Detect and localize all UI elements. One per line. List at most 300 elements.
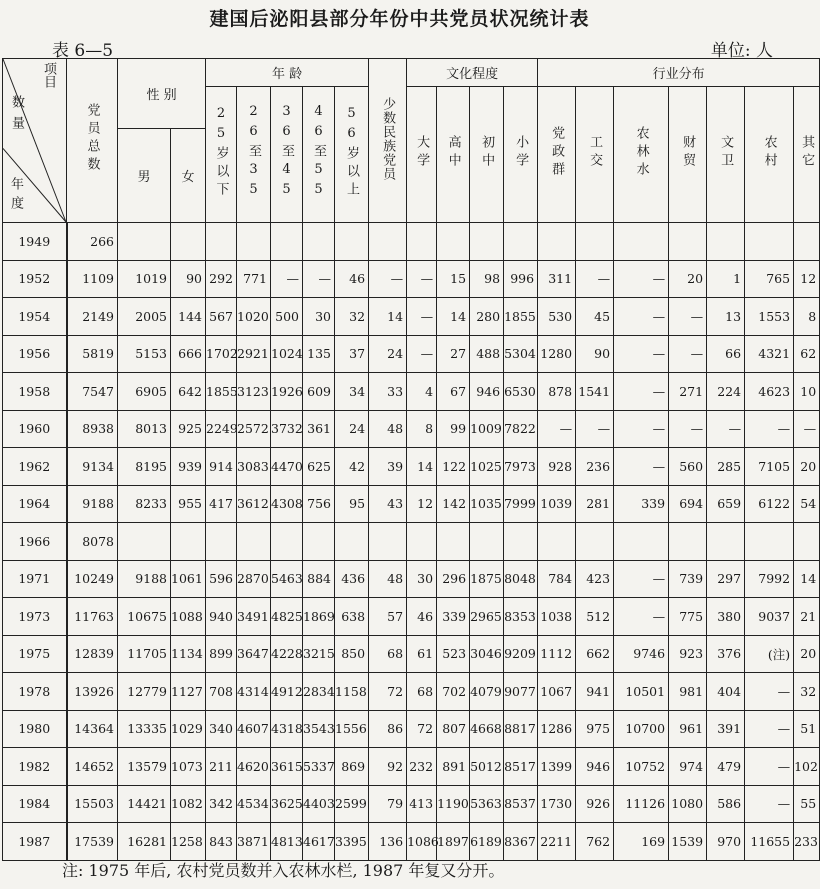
data-cell: 3123 [237, 373, 271, 411]
data-cell: 1088 [171, 598, 206, 636]
data-cell: 2599 [335, 785, 369, 823]
data-cell [118, 223, 171, 261]
data-cell: 638 [335, 598, 369, 636]
data-cell: 762 [576, 823, 614, 861]
year-cell: 1982 [3, 748, 67, 786]
data-cell: 642 [171, 373, 206, 411]
data-cell: 2211 [538, 823, 576, 861]
data-cell: 285 [707, 448, 745, 486]
data-cell: — [407, 298, 437, 336]
party-member-stats-table [2, 58, 820, 861]
data-cell: 135 [303, 335, 335, 373]
data-cell: 8 [407, 410, 437, 448]
data-cell: 79 [369, 785, 407, 823]
data-cell: 46 [407, 598, 437, 636]
data-cell: 1190 [437, 785, 470, 823]
data-cell [745, 523, 794, 561]
data-cell: 996 [504, 260, 538, 298]
data-cell: 2572 [237, 410, 271, 448]
data-cell: 33 [369, 373, 407, 411]
year-cell: 1949 [3, 223, 67, 261]
header-ind-col: 文卫 [707, 87, 745, 223]
data-cell: 34 [335, 373, 369, 411]
data-cell: 339 [614, 485, 669, 523]
data-cell: 4534 [237, 785, 271, 823]
data-cell: 4617 [303, 823, 335, 861]
data-cell: 4079 [470, 673, 504, 711]
data-cell: — [407, 260, 437, 298]
header-edu-col: 初中 [470, 87, 504, 223]
total-cell: 13926 [67, 673, 118, 711]
data-cell: 62 [794, 335, 820, 373]
data-cell: 8195 [118, 448, 171, 486]
data-cell: 4 [407, 373, 437, 411]
data-cell [237, 523, 271, 561]
data-cell: 1025 [470, 448, 504, 486]
data-cell [504, 223, 538, 261]
data-cell: 8013 [118, 410, 171, 448]
header-ind-col: 财贸 [669, 87, 707, 223]
data-cell: 4620 [237, 748, 271, 786]
data-cell: 843 [206, 823, 237, 861]
header-corner-cell [3, 59, 67, 223]
data-cell: 479 [707, 748, 745, 786]
total-cell: 9188 [67, 485, 118, 523]
header-age-col: 46至55 [303, 87, 335, 223]
table-row [3, 298, 820, 336]
data-cell: 1869 [303, 598, 335, 636]
header-edu-col: 大学 [407, 87, 437, 223]
header-ind-col: 党政群 [538, 87, 576, 223]
data-cell: 765 [745, 260, 794, 298]
data-cell: 4228 [271, 635, 303, 673]
data-cell: 941 [576, 673, 614, 711]
data-cell: 10752 [614, 748, 669, 786]
data-cell: 10501 [614, 673, 669, 711]
data-cell: 98 [470, 260, 504, 298]
data-cell [303, 523, 335, 561]
data-cell: 39 [369, 448, 407, 486]
data-cell: 2249 [206, 410, 237, 448]
data-cell: 45 [576, 298, 614, 336]
data-cell: 2834 [303, 673, 335, 711]
data-cell: 3395 [335, 823, 369, 861]
data-cell: 11705 [118, 635, 171, 673]
data-cell: 423 [576, 560, 614, 598]
data-cell: 102 [794, 748, 820, 786]
data-cell: 923 [669, 635, 707, 673]
data-cell: 4813 [271, 823, 303, 861]
data-cell: 970 [707, 823, 745, 861]
data-cell: 14 [407, 448, 437, 486]
data-cell [335, 523, 369, 561]
data-cell: 20 [794, 448, 820, 486]
data-cell: 560 [669, 448, 707, 486]
data-cell: 7105 [745, 448, 794, 486]
header-age-col: 26至35 [237, 87, 271, 223]
data-cell: — [745, 748, 794, 786]
data-cell: 4623 [745, 373, 794, 411]
data-cell: 8233 [118, 485, 171, 523]
data-cell: 122 [437, 448, 470, 486]
data-cell: 3046 [470, 635, 504, 673]
data-cell: 417 [206, 485, 237, 523]
year-cell: 1956 [3, 335, 67, 373]
data-cell: — [576, 260, 614, 298]
table-row [3, 673, 820, 711]
header-age-col: 25岁以下 [206, 87, 237, 223]
data-cell: 955 [171, 485, 206, 523]
data-cell [237, 223, 271, 261]
data-cell: 3612 [237, 485, 271, 523]
total-cell: 15503 [67, 785, 118, 823]
table-row [3, 223, 820, 261]
data-cell: 1158 [335, 673, 369, 711]
data-cell: 280 [470, 298, 504, 336]
data-cell: 1020 [237, 298, 271, 336]
data-cell: 1730 [538, 785, 576, 823]
data-cell [538, 223, 576, 261]
total-cell: 266 [67, 223, 118, 261]
data-cell: 1080 [669, 785, 707, 823]
data-cell: 30 [407, 560, 437, 598]
data-cell [171, 223, 206, 261]
data-cell: 708 [206, 673, 237, 711]
data-cell: 7973 [504, 448, 538, 486]
data-cell: 1035 [470, 485, 504, 523]
data-cell: 659 [707, 485, 745, 523]
data-cell: 2921 [237, 335, 271, 373]
data-cell: 2965 [470, 598, 504, 636]
year-cell: 1952 [3, 260, 67, 298]
data-cell: 12 [794, 260, 820, 298]
data-cell: 48 [369, 410, 407, 448]
data-cell: 946 [576, 748, 614, 786]
data-cell: 90 [576, 335, 614, 373]
data-cell: 271 [669, 373, 707, 411]
year-cell: 1971 [3, 560, 67, 598]
data-cell: 1855 [206, 373, 237, 411]
data-cell: 4403 [303, 785, 335, 823]
data-cell: 3625 [271, 785, 303, 823]
data-cell [707, 223, 745, 261]
total-cell: 11763 [67, 598, 118, 636]
data-cell: 9746 [614, 635, 669, 673]
data-cell: 926 [576, 785, 614, 823]
data-cell: 512 [576, 598, 614, 636]
data-cell: 14 [794, 560, 820, 598]
data-cell: 37 [335, 335, 369, 373]
table-row [3, 448, 820, 486]
data-cell: — [745, 785, 794, 823]
year-cell: 1987 [3, 823, 67, 861]
header-edu-col: 小学 [504, 87, 538, 223]
data-cell: 1086 [407, 823, 437, 861]
data-cell [118, 523, 171, 561]
data-cell: 13 [707, 298, 745, 336]
total-cell: 12839 [67, 635, 118, 673]
table-row [3, 785, 820, 823]
data-cell: 1258 [171, 823, 206, 861]
data-cell: 1061 [171, 560, 206, 598]
data-cell: 42 [335, 448, 369, 486]
data-cell: 694 [669, 485, 707, 523]
data-cell [437, 223, 470, 261]
data-cell: 342 [206, 785, 237, 823]
data-cell: 1399 [538, 748, 576, 786]
data-cell: 4912 [271, 673, 303, 711]
header-ind-col: 农村 [745, 87, 794, 223]
data-cell: 380 [707, 598, 745, 636]
corner-quantity-label: 数量 [9, 95, 24, 137]
data-cell: 1112 [538, 635, 576, 673]
data-cell: 8517 [504, 748, 538, 786]
data-cell: 899 [206, 635, 237, 673]
data-cell: — [794, 410, 820, 448]
data-cell: 61 [407, 635, 437, 673]
data-cell: 12 [407, 485, 437, 523]
table-row [3, 335, 820, 373]
total-cell: 2149 [67, 298, 118, 336]
data-cell: 12779 [118, 673, 171, 711]
data-cell: 1539 [669, 823, 707, 861]
data-cell [470, 523, 504, 561]
data-cell [407, 523, 437, 561]
data-cell: 530 [538, 298, 576, 336]
data-cell: 8048 [504, 560, 538, 598]
data-cell: 7992 [745, 560, 794, 598]
year-cell: 1962 [3, 448, 67, 486]
data-cell: 24 [335, 410, 369, 448]
data-cell: — [669, 410, 707, 448]
data-cell: 169 [614, 823, 669, 861]
header-total: 党员总数 [67, 59, 118, 223]
data-cell: 5337 [303, 748, 335, 786]
header-minority: 少数民族党员 [369, 59, 407, 223]
data-cell: 43 [369, 485, 407, 523]
data-cell: 95 [335, 485, 369, 523]
data-cell: 4318 [271, 710, 303, 748]
data-cell: 10675 [118, 598, 171, 636]
page-title: 建国后泌阳县部分年份中共党员状况统计表 [209, 8, 590, 30]
data-cell: 68 [407, 673, 437, 711]
data-cell: 86 [369, 710, 407, 748]
header-edu-col: 高中 [437, 87, 470, 223]
data-cell [271, 523, 303, 561]
data-cell: — [669, 335, 707, 373]
data-cell: 67 [437, 373, 470, 411]
data-cell: 30 [303, 298, 335, 336]
data-cell: 914 [206, 448, 237, 486]
data-cell: 54 [794, 485, 820, 523]
data-cell: 6530 [504, 373, 538, 411]
data-cell: 3543 [303, 710, 335, 748]
data-cell: 224 [707, 373, 745, 411]
data-cell: — [614, 410, 669, 448]
data-cell: 702 [437, 673, 470, 711]
data-cell: 21 [794, 598, 820, 636]
data-cell [407, 223, 437, 261]
data-cell: 281 [576, 485, 614, 523]
data-cell: 1073 [171, 748, 206, 786]
data-cell: 11655 [745, 823, 794, 861]
data-cell [369, 223, 407, 261]
total-cell: 5819 [67, 335, 118, 373]
data-cell: 5012 [470, 748, 504, 786]
unit-label: 单位: 人 [710, 41, 773, 61]
data-cell: 391 [707, 710, 745, 748]
data-cell: 1009 [470, 410, 504, 448]
data-cell: 16281 [118, 823, 171, 861]
data-cell: 1556 [335, 710, 369, 748]
data-cell: — [614, 335, 669, 373]
table-row [3, 560, 820, 598]
data-cell [271, 223, 303, 261]
data-cell: — [614, 560, 669, 598]
data-cell: 4314 [237, 673, 271, 711]
data-cell [745, 223, 794, 261]
header-education: 文化程度 [407, 59, 538, 87]
data-cell: 24 [369, 335, 407, 373]
data-cell: 136 [369, 823, 407, 861]
data-cell: 974 [669, 748, 707, 786]
data-cell [707, 523, 745, 561]
data-cell: 6189 [470, 823, 504, 861]
year-cell: 1975 [3, 635, 67, 673]
data-cell [335, 223, 369, 261]
data-cell: 1702 [206, 335, 237, 373]
data-cell: 940 [206, 598, 237, 636]
data-cell: 609 [303, 373, 335, 411]
data-cell: 361 [303, 410, 335, 448]
data-cell: (注) [745, 635, 794, 673]
data-cell: 6122 [745, 485, 794, 523]
data-cell: 236 [576, 448, 614, 486]
data-cell: 586 [707, 785, 745, 823]
data-cell: 946 [470, 373, 504, 411]
data-cell [669, 223, 707, 261]
table-row [3, 523, 820, 561]
data-cell: 4321 [745, 335, 794, 373]
data-cell: 233 [794, 823, 820, 861]
data-cell: 413 [407, 785, 437, 823]
table-row [3, 748, 820, 786]
header-male: 男 [118, 129, 171, 223]
data-cell: 1029 [171, 710, 206, 748]
data-cell: 4470 [271, 448, 303, 486]
data-cell: 884 [303, 560, 335, 598]
data-cell: 5463 [271, 560, 303, 598]
table-row [3, 823, 820, 861]
table-row [3, 598, 820, 636]
data-cell: 869 [335, 748, 369, 786]
total-cell: 10249 [67, 560, 118, 598]
data-cell: 90 [171, 260, 206, 298]
data-cell: 72 [407, 710, 437, 748]
data-cell: 784 [538, 560, 576, 598]
header-ind-col: 其它 [794, 87, 820, 223]
data-cell: 7999 [504, 485, 538, 523]
data-cell: 775 [669, 598, 707, 636]
data-cell: 27 [437, 335, 470, 373]
data-cell: — [614, 448, 669, 486]
data-cell: 32 [335, 298, 369, 336]
data-cell: 14 [369, 298, 407, 336]
data-cell: 6905 [118, 373, 171, 411]
data-cell: 8817 [504, 710, 538, 748]
data-cell: 567 [206, 298, 237, 336]
data-cell [614, 523, 669, 561]
year-cell: 1954 [3, 298, 67, 336]
data-cell: 1127 [171, 673, 206, 711]
data-cell [470, 223, 504, 261]
data-cell: — [614, 373, 669, 411]
data-cell: — [303, 260, 335, 298]
total-cell: 14364 [67, 710, 118, 748]
data-cell: 925 [171, 410, 206, 448]
data-cell: 99 [437, 410, 470, 448]
year-cell: 1984 [3, 785, 67, 823]
data-cell: — [745, 710, 794, 748]
data-cell: 66 [707, 335, 745, 373]
data-cell: 891 [437, 748, 470, 786]
data-cell: 975 [576, 710, 614, 748]
data-cell: — [407, 335, 437, 373]
table-row [3, 410, 820, 448]
data-cell: 1 [707, 260, 745, 298]
data-cell [794, 523, 820, 561]
data-cell: 488 [470, 335, 504, 373]
data-cell: 1541 [576, 373, 614, 411]
table-number: 表 6—5 [52, 41, 114, 61]
data-cell: 3491 [237, 598, 271, 636]
year-cell: 1973 [3, 598, 67, 636]
data-cell: 7822 [504, 410, 538, 448]
header-gender: 性 别 [118, 59, 206, 129]
header-age-col: 36至45 [271, 87, 303, 223]
data-cell: 500 [271, 298, 303, 336]
total-cell: 14652 [67, 748, 118, 786]
data-cell: 20 [669, 260, 707, 298]
data-cell: 9037 [745, 598, 794, 636]
data-cell: 523 [437, 635, 470, 673]
data-cell: 51 [794, 710, 820, 748]
data-cell: 14 [437, 298, 470, 336]
table-row [3, 373, 820, 411]
data-cell: — [707, 410, 745, 448]
data-cell [669, 523, 707, 561]
data-cell: 8367 [504, 823, 538, 861]
data-cell: 1855 [504, 298, 538, 336]
data-cell: — [745, 673, 794, 711]
data-cell: 4668 [470, 710, 504, 748]
data-cell: 739 [669, 560, 707, 598]
year-cell: 1966 [3, 523, 67, 561]
total-cell: 8078 [67, 523, 118, 561]
data-cell: 5304 [504, 335, 538, 373]
data-cell: — [669, 298, 707, 336]
footnote: 注: 1975 年后, 农村党员数并入农林水栏, 1987 年复又分开。 [62, 861, 505, 880]
data-cell: — [576, 410, 614, 448]
data-cell: 9077 [504, 673, 538, 711]
data-cell: 1875 [470, 560, 504, 598]
data-cell: 1926 [271, 373, 303, 411]
data-cell: 850 [335, 635, 369, 673]
table-row [3, 260, 820, 298]
data-cell: 10 [794, 373, 820, 411]
data-cell: 232 [407, 748, 437, 786]
data-cell: 939 [171, 448, 206, 486]
